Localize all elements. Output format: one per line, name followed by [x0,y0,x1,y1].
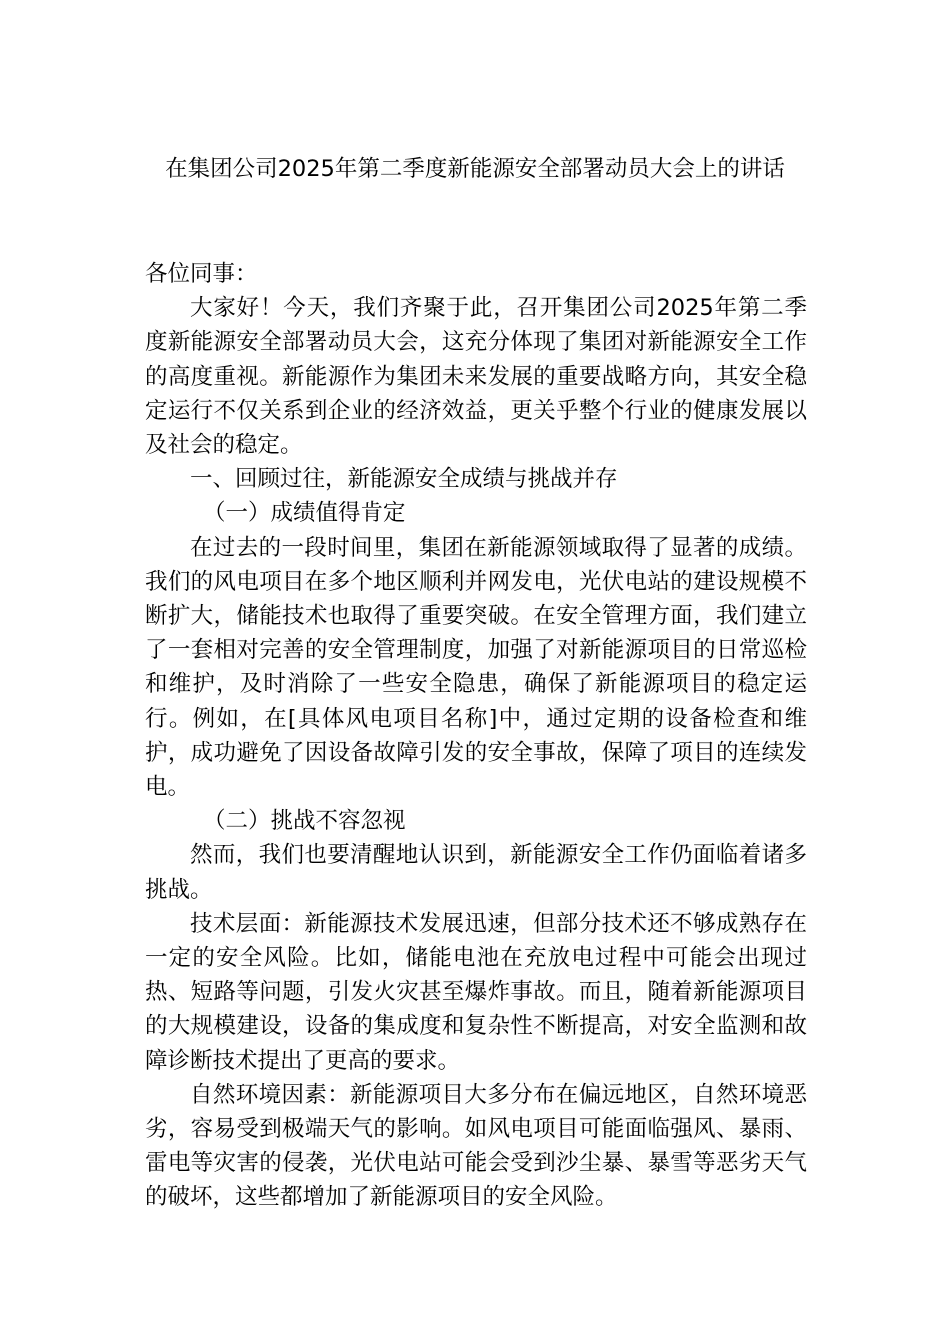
subsection-heading-challenges: （二）挑战不容忽视 [203,808,406,835]
paragraph-achievements: 在过去的一段时间里，集团在新能源领域取得了显著的成绩。我们的风电项目在多个地区顺利并网发电，光伏电站的建设规模不断扩大，储能技术也取得了重要突破。在安全管理方面，我们建立了一套相对完善的安全管理制度，加强了对新能源项目的日常巡检和维护，及时消除了一些安全隐患，确保了新能源项目的稳定运行。例如，在[具体风电项目名称]中，通过定期的设备检查和维护，成功避免了因设备故障引发的安全事故，保障了项目的连续发电。 [145,534,807,801]
subsection-heading-achievements: （一）成绩值得肯定 [203,500,406,527]
section-heading-1: 一、回顾过往，新能源安全成绩与挑战并存 [190,466,618,493]
paragraph-environment: 自然环境因素：新能源项目大多分布在偏远地区，自然环境恶劣，容易受到极端天气的影响。如风电项目可能面临强风、暴雨、雷电等灾害的侵袭，光伏电站可能会受到沙尘暴、暴雪等恶劣天气的破坏，这些都增加了新能源项目的安全风险。 [145,1081,807,1211]
salutation: 各位同事： [145,261,258,287]
document-title: 在集团公司2025年第二季度新能源安全部署动员大会上的讲话 [165,156,785,182]
paragraph-opening: 大家好！今天，我们齐聚于此，召开集团公司2025年第二季度新能源安全部署动员大会，这充分体现了集团对新能源安全工作的高度重视。新能源作为集团未来发展的重要战略方向，其安全稳定运行不仅关系到企业的经济效益，更关乎整个行业的健康发展以及社会的稳定。 [145,295,807,459]
document-body [145,257,807,1215]
paragraph-challenges-intro: 然而，我们也要清醒地认识到，新能源安全工作仍面临着诸多挑战。 [145,842,807,903]
paragraph-technical: 技术层面：新能源技术发展迅速，但部分技术还不够成熟存在一定的安全风险。比如，储能电池在充放电过程中可能会出现过热、短路等问题，引发火灾甚至爆炸事故。而且，随着新能源项目的大规模建设，设备的集成度和复杂性不断提高，对安全监测和故障诊断技术提出了更高的要求。 [145,910,807,1074]
